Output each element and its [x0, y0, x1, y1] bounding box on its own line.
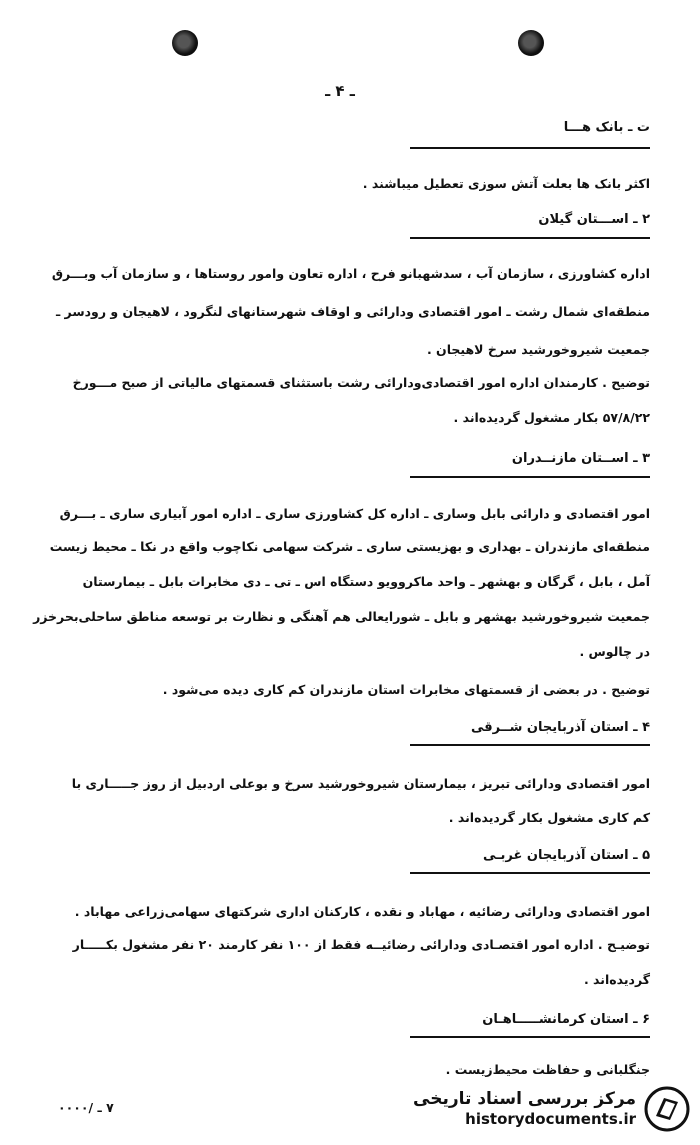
punch-hole-left	[172, 30, 198, 56]
section-heading-east-azarbaijan: ۴ ـ استان آذربایجان شــرقی	[470, 720, 650, 735]
note-line: توضیح . در بعضی از قسمتهای مخابرات استان مازندران کم کاری دیده می‌شود .	[162, 682, 650, 697]
archive-logo-icon	[644, 1086, 690, 1132]
watermark-url: historydocuments.ir	[465, 1110, 636, 1128]
section-heading-banks: ت ـ بانک هـــا	[563, 120, 650, 135]
section-line: امور اقتصادی ودارائی تبریز ، بیمارستان شیروخورشید سرخ و بوعلی اردبیل از روز جـــــاری با	[71, 776, 650, 791]
section-line: منطقه‌ای شمال رشت ـ امور اقتصادی ودارائی و اوقاف شهرستانهای لنگرود ، لاهیجان و رودسر ـ	[55, 304, 650, 319]
section-line: امور اقتصادی ودارائی رضائیه ، مهاباد و نقده ، کارکنان اداری شرکتهای سهامی‌زراعی مهاباد .	[74, 904, 650, 919]
note-line: توضیـح . اداره امور اقتصـادی ودارائی رضائیــه فقط از ۱۰۰ نفر کارمند ۲۰ نفر مشغول بکـــــار	[72, 937, 650, 952]
watermark	[410, 1078, 690, 1140]
watermark-text	[413, 1089, 636, 1129]
heading-underline	[410, 237, 650, 239]
note-line: گردیده‌اند .	[583, 972, 650, 987]
heading-underline	[410, 872, 650, 874]
section-line: منطقه‌ای مازندران ـ بهداری و بهزیستی ساری ـ شرکت سهامی نکاچوب واقع در نکا ـ محیط زیست	[49, 539, 650, 554]
section-line: جمعیت شیروخورشید بهشهر و بابل ـ شورایعالی هم آهنگی و نظارت بر توسعه مناطق ساحلی‌بحرخزر	[33, 609, 650, 624]
section-heading-west-azarbaijan: ۵ ـ استان آذربایجان غربـی	[482, 848, 650, 863]
page-number: ـ ۴ ـ	[325, 82, 355, 100]
punch-hole-right	[518, 30, 544, 56]
section-line: جمعیت شیروخورشید سرخ لاهیجان .	[426, 342, 650, 357]
section-line: کم کاری مشغول بکار گردیده‌اند .	[448, 810, 650, 825]
section-heading-kermanshah: ۶ ـ استان کرمانشـــــاهـان	[482, 1012, 650, 1027]
footer-code: ۷ ـ /۰۰۰۰	[58, 1100, 114, 1115]
section-line: اکثر بانک ها بعلت آتش سوزی تعطیل میباشند .	[362, 176, 650, 191]
heading-underline	[410, 147, 650, 149]
section-line: در چالوس .	[579, 644, 650, 659]
section-line: آمل ، بابل ، گرگان و بهشهر ـ واحد ماکروویو دستگاه اس ـ تی ـ دی مخابرات بابل ـ بیمارستان	[82, 574, 650, 589]
heading-underline	[410, 476, 650, 478]
heading-underline	[410, 744, 650, 746]
section-heading-gilan: ۲ ـ اســـتان گیلان	[538, 212, 650, 227]
note-line: توضیح . کارمندان اداره امور اقتصادی‌ودارائی رشت باستثنای قسمتهای مالیاتی از صبح مـــورخ	[72, 375, 650, 390]
watermark-title: مرکز بررسی اسناد تاریخی	[413, 1089, 636, 1109]
section-line: جنگلبانی و حفاظت محیط‌زیست .	[445, 1062, 650, 1077]
section-line: اداره کشاورزی ، سازمان آب ، سدشهبانو فرح ، اداره تعاون وامور روستاها ، و سازمان آب وبـــرق	[51, 266, 650, 281]
section-heading-mazandaran: ۳ ـ اســتان مازنــدران	[511, 451, 650, 466]
section-line: امور اقتصادی و دارائی بابل وساری ـ اداره کل کشاورزی ساری ـ اداره امور آبیاری ساری ـ بـــرق	[59, 506, 650, 521]
heading-underline	[410, 1036, 650, 1038]
note-line: ۵۷/۸/۲۲ بکار مشغول گردیده‌اند .	[453, 410, 650, 425]
